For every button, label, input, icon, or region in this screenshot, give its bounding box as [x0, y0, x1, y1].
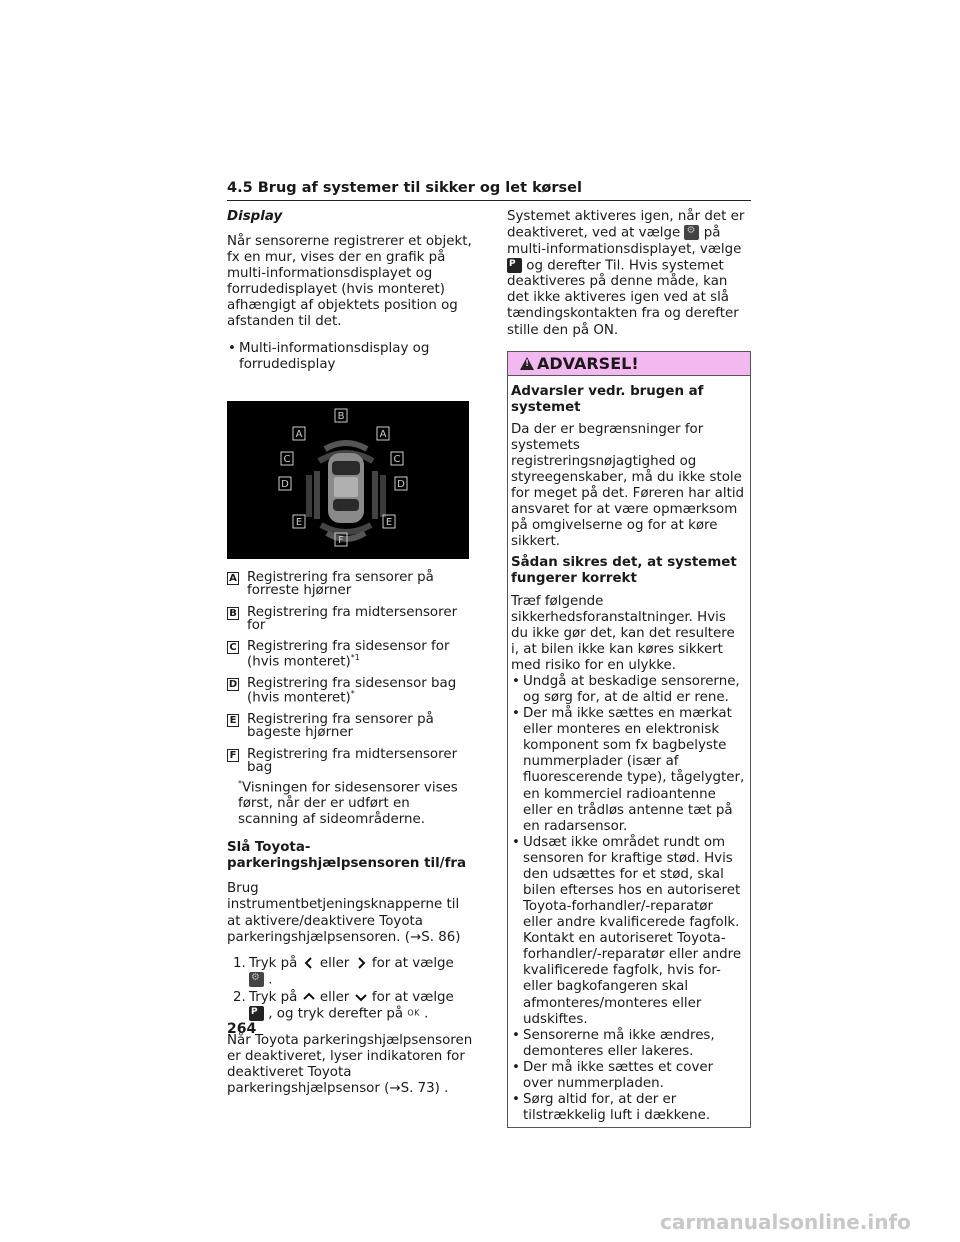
display-intro: Når sensorerne registrerer et objekt, fx en mur, vises der en grafik på multi-informationsdisplayet og forrudedisplayet (hvis monteret) afhængigt af objektets position og afstanden til det.	[227, 234, 472, 330]
step-text: eller	[319, 955, 350, 971]
watermark: carmanualsonline.info	[660, 1210, 911, 1234]
list-item	[511, 1092, 746, 1124]
step-text: for at vælge	[371, 990, 454, 1006]
zone-label-a2: A	[379, 428, 387, 440]
step-text: Tryk på	[249, 990, 298, 1006]
warning-header	[508, 352, 750, 376]
deactivated-text: Når Toyota parkeringshjælpsensoren er deaktiveret, lyser indikatoren for deaktiveret Toyota parkeringshjælpsensor (→S. 73) .	[227, 1033, 473, 1097]
zone-label-e: E	[295, 516, 303, 528]
list-item	[227, 748, 473, 775]
zone-label-f: F	[338, 534, 344, 546]
legend-text: Registrering fra sidesensor bag (hvis monteret)	[247, 675, 457, 706]
reactivate-text-c: og derefter Til. Hvis systemet deaktiveres på denne måde, kan det ikke aktiveres igen ved at slå tændingskontakten fra og derefter stille den på ON.	[507, 258, 739, 338]
legend-text: Registrering fra sensorer på forreste hjørner	[247, 569, 434, 599]
legend-key: B	[227, 607, 239, 620]
step-1	[227, 956, 473, 989]
step-text: .	[268, 972, 273, 988]
step-text: eller	[319, 990, 350, 1006]
footnote-mark: *	[238, 778, 242, 788]
list-item	[227, 606, 473, 633]
warning-box	[507, 351, 751, 1129]
zone-label-d2: D	[397, 478, 405, 490]
step-text: for at vælge	[371, 955, 454, 971]
chevron-down-icon	[354, 990, 368, 1004]
legend-key: E	[227, 714, 239, 727]
step-2	[227, 990, 473, 1023]
step-number: 2.	[233, 990, 246, 1006]
step-text: Tryk på	[249, 955, 298, 971]
bullet-text: Sørg altid for, at der er tilstrækkelig luft i dækkene.	[523, 1091, 711, 1124]
zone-label-c2: C	[393, 453, 401, 465]
section-header	[227, 180, 751, 201]
legend-key: F	[227, 749, 239, 762]
zone-label-c: C	[283, 453, 291, 465]
ok-icon: OK	[407, 1009, 420, 1019]
legend-text: Registrering fra sidesensor for (hvis monteret)	[247, 639, 450, 670]
legend-key: A	[227, 572, 239, 585]
list-item	[511, 1060, 746, 1092]
legend-text: Registrering fra sensorer på bageste hjørner	[247, 711, 434, 741]
legend-key: D	[228, 678, 238, 690]
sensor-display-illustration	[227, 401, 469, 559]
car-icon	[328, 453, 364, 523]
step-text: og tryk derefter på	[276, 1006, 404, 1022]
legend-text: Registrering fra midtersensorer bag	[247, 746, 458, 776]
bullet-dot: •	[512, 1059, 520, 1075]
sensor-display-graphic	[227, 401, 469, 559]
display-heading: Display	[227, 209, 283, 224]
bullet-text: Undgå at beskadige sensorerne, og sørg for, at de altid er rene.	[523, 673, 740, 706]
page-number: 264	[227, 1021, 257, 1037]
bullet-dot: •	[228, 340, 236, 356]
footnote	[227, 779, 473, 829]
footnote-ref: *1	[350, 652, 360, 662]
zone-label-a: A	[295, 428, 303, 440]
bullet-dot: •	[512, 706, 520, 722]
list-item	[227, 713, 473, 740]
step-text: ,	[268, 1006, 273, 1022]
onoff-heading: Slå Toyota-parkeringshjælpsensoren til/fra	[227, 840, 467, 872]
section-title: 4.5 Brug af systemer til sikker og let kørsel	[227, 180, 582, 196]
list-item	[511, 1028, 746, 1060]
list-item	[511, 835, 746, 1028]
list-item	[227, 677, 473, 705]
parking-sensor-icon	[507, 258, 522, 273]
step-number: 1.	[233, 955, 246, 971]
legend-text: Registrering fra midtersensorer for	[247, 604, 458, 633]
bullet-text: Der må ikke sættes en mærkat eller monteres en elektronisk komponent som fx bagbelyste nummerplader (især af fluorescerende type), tågelygter, en kommerciel radioantenne eller en trådløs antenne tæt på en radarsensor.	[523, 706, 745, 834]
right-column	[507, 209, 751, 1128]
bullet-dot: •	[512, 1091, 520, 1107]
list-item	[227, 571, 473, 598]
reactivate-text-b: på multi-informationsdisplayet, vælge	[507, 225, 742, 257]
warning-heading-1: Advarsler vedr. brugen af systemet	[511, 383, 704, 415]
warning-icon	[520, 357, 534, 370]
footnote-ref: *	[350, 689, 355, 699]
bullet-dot: •	[512, 1027, 520, 1043]
bullet-dot: •	[512, 834, 520, 850]
chevron-left-icon	[302, 956, 316, 970]
warning-body	[508, 376, 750, 1128]
left-column	[227, 209, 473, 1107]
zone-label-e2: E	[385, 516, 393, 528]
list-item	[511, 674, 746, 706]
zone-label-d: D	[281, 478, 289, 490]
bullet-text: Multi-informationsdisplay og forrudedisplay	[239, 340, 430, 372]
reactivate-text	[507, 209, 751, 339]
legend-list	[227, 571, 473, 775]
bullet-text: Der må ikke sættes et cover over nummerpladen.	[523, 1059, 714, 1091]
warning-paragraph-1: Da der er begrænsninger for systemets registreringsnøjagtighed og styreegenskaber, må du ikke stole for meget på det. Føreren har altid ansvaret for at være opmærksom på omgivelserne og for at køre sikkert.	[511, 421, 745, 550]
reactivate-text-a: Systemet aktiveres igen, når det er deaktiveret, ved at vælge	[507, 209, 745, 241]
list-item	[511, 706, 746, 835]
onoff-text: Brug instrumentbetjeningsknapperne til at aktivere/deaktivere Toyota parkeringshjælpsensoren. (→S. 86)	[227, 881, 461, 945]
zone-label-b: B	[337, 410, 345, 422]
parking-sensor-icon	[249, 1006, 264, 1021]
bullet-dot: •	[512, 673, 520, 689]
settings-icon	[249, 972, 264, 987]
warning-title: ADVARSEL!	[537, 353, 639, 373]
legend-key: C	[227, 641, 239, 654]
chevron-up-icon	[302, 990, 316, 1004]
footnote-text: Visningen for sidesensorer vises først, når der er udført en scanning af sideområderne.	[238, 779, 458, 828]
step-text: .	[424, 1006, 429, 1022]
bullet-text: Udsæt ikke området rundt om sensoren for kraftige stød. Hvis den udsættes for et stød, skal bilen efterses hos en autoriseret Toyota-forhandler/-reparatør eller andre kvalificerede fagfolk. Kontakt en autoriseret Toyota-forhandler/-reparatør eller andre kvalificerede fagfolk, hvis for- eller bagkofangeren skal afmonteres/monteres eller udskiftes.	[523, 834, 742, 1027]
list-item	[227, 640, 473, 668]
chevron-right-icon	[354, 956, 368, 970]
list-item	[227, 341, 473, 373]
settings-icon	[684, 225, 699, 240]
bullet-text: Sensorerne må ikke ændres, demonteres eller lakeres.	[523, 1027, 715, 1059]
warning-heading-2: Sådan sikres det, at systemet fungerer korrekt	[511, 555, 737, 587]
warning-paragraph-2: Træf følgende sikkerhedsforanstaltninger. Hvis du ikke gør det, kan det resultere i, at bilen ikke kan køres sikkert med risiko for en ulykke.	[511, 593, 735, 673]
